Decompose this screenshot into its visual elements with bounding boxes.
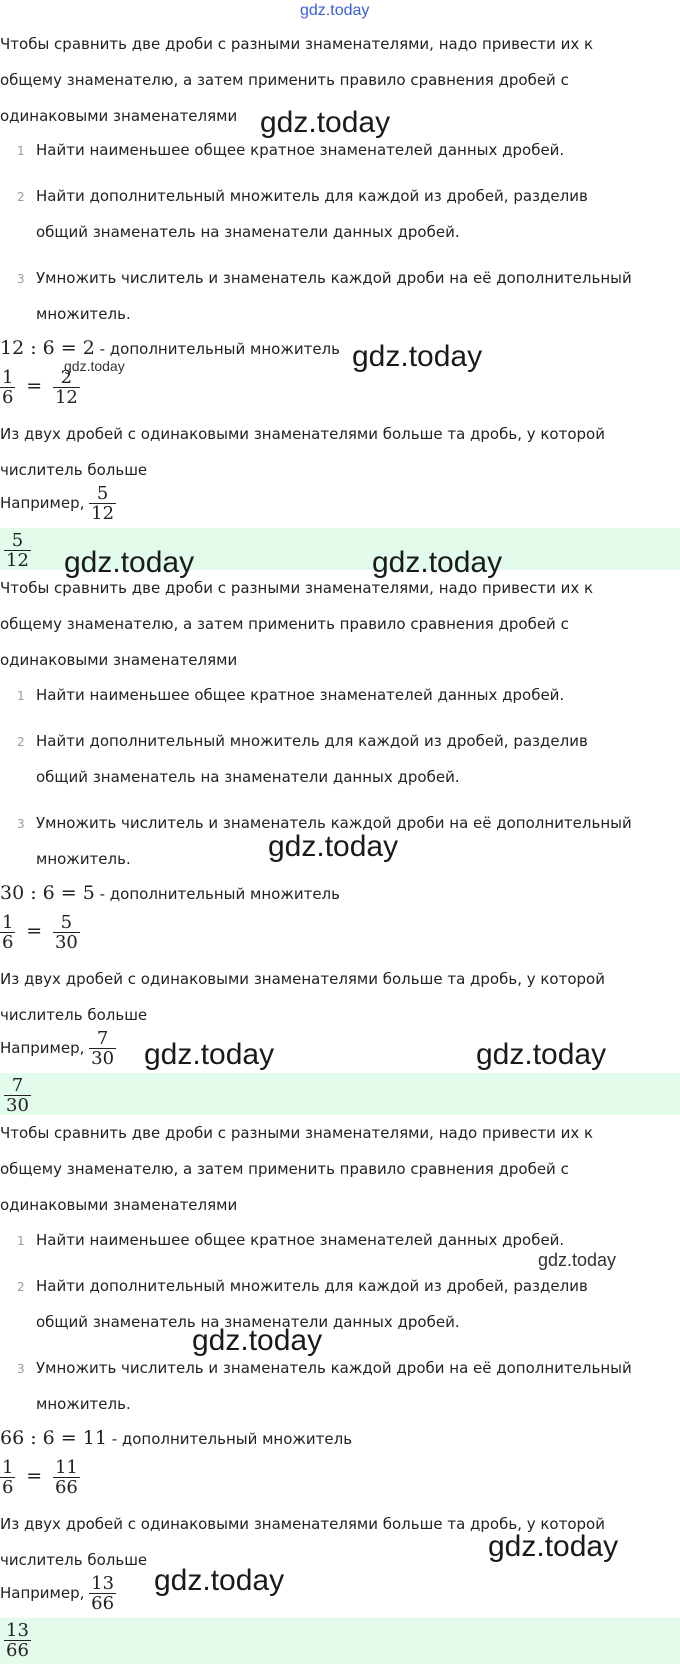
step-text: общий знаменатель на знаменатели данных дробей. [36,1313,460,1331]
watermark: gdz.today [154,1564,285,1597]
equals-sign: = [26,1465,43,1487]
factor-equation: 30 : 6 = 5 [0,882,95,904]
example-line [0,1574,116,1613]
step-number: 2 [17,190,25,204]
intro-line-1: Чтобы сравнить две дроби с разными знаменателями, надо привести их к [0,579,594,597]
factor-line [0,1427,352,1449]
answer-band [0,1073,680,1115]
step-text: Найти дополнительный множитель для каждой из дробей, разделив [36,1277,588,1295]
step-text: Найти дополнительный множитель для каждой из дробей, разделив [36,187,588,205]
fraction: $\frac{7}{30}$ [91,1028,115,1069]
intro-line-3: одинаковыми знаменателями [0,107,238,125]
factor-line [0,337,340,359]
step-text: Умножить числитель и знаменатель каждой дроби на её дополнительный [36,814,632,832]
intro-line-1: Чтобы сравнить две дроби с разными знаменателями, надо привести их к [0,35,594,53]
rule-line-2: числитель больше [0,1006,148,1024]
example-line [0,484,116,523]
watermark: gdz.today [538,1250,617,1270]
equivalent-fractions [0,1458,80,1502]
factor-text: - дополнительный множитель [94,340,340,358]
answer-fraction: $\frac{5}{12}$ [6,530,29,570]
step-number: 3 [17,817,25,831]
example-label: Например, [0,1039,90,1057]
rule-line-2: числитель больше [0,461,148,479]
step-number: 2 [17,735,25,749]
watermark: gdz.today [260,106,391,139]
intro-line-1: Чтобы сравнить две дроби с разными знаменателями, надо привести их к [0,1124,594,1142]
rule-line-1: Из двух дробей с одинаковыми знаменателями больше та дробь, у которой [0,425,605,443]
watermark: gdz.today [372,546,503,579]
example-line [0,1029,116,1068]
answer-fraction: $\frac{13}{66}$ [6,1620,29,1661]
step-text: общий знаменатель на знаменатели данных дробей. [36,223,460,241]
intro-line-2: общему знаменателю, а затем применить правило сравнения дробей с [0,615,569,633]
factor-equation: 66 : 6 = 11 [0,1427,107,1449]
step-text: общий знаменатель на знаменатели данных дробей. [36,768,460,786]
step-number: 1 [17,144,25,158]
factor-text: - дополнительный множитель [106,1430,353,1448]
fraction: $\frac{1}{6}$ [2,368,14,408]
watermark: gdz.today [476,1038,607,1071]
step-text: Найти наименьшее общее кратное знаменателей данных дробей. [36,141,565,159]
watermark-top: gdz.today [300,2,370,19]
step-text: Умножить числитель и знаменатель каждой дроби на её дополнительный [36,269,632,287]
fraction: $\frac{13}{66}$ [91,1573,115,1614]
watermark: gdz.today [64,546,195,579]
equivalent-fractions [0,368,80,412]
fraction: $\frac{1}{6}$ [2,1458,14,1498]
step-number: 1 [17,689,25,703]
fraction: $\frac{5}{30}$ [54,913,78,953]
step-text: множитель. [36,305,131,323]
watermark: gdz.today [488,1530,619,1563]
watermark: gdz.today [352,340,483,373]
step-number: 3 [17,272,25,286]
answer-fraction: $\frac{7}{30}$ [6,1075,29,1115]
example-label: Например, [0,1584,90,1602]
intro-line-2: общему знаменателю, а затем применить правило сравнения дробей с [0,71,569,89]
watermark: gdz.today [192,1324,323,1357]
step-number: 1 [17,1234,25,1248]
fraction: $\frac{11}{66}$ [54,1458,78,1498]
rule-line-2: числитель больше [0,1551,148,1569]
step-text: множитель. [36,1395,131,1413]
rule-line-1: Из двух дробей с одинаковыми знаменателями больше та дробь, у которой [0,970,605,988]
step-number: 2 [17,1280,25,1294]
step-text: Найти наименьшее общее кратное знаменателей данных дробей. [36,1231,565,1249]
step-text: Найти наименьшее общее кратное знаменателей данных дробей. [36,686,565,704]
step-text: множитель. [36,850,131,868]
fraction: $\frac{1}{6}$ [2,913,14,953]
watermark: gdz.today [268,830,399,863]
rule-line-1: Из двух дробей с одинаковыми знаменателями больше та дробь, у которой [0,1515,605,1533]
step-text: Умножить числитель и знаменатель каждой дроби на её дополнительный [36,1359,632,1377]
equals-sign: = [26,920,43,942]
answer-band [0,1618,680,1664]
watermark: gdz.today [144,1038,275,1071]
equals-sign: = [26,375,43,397]
intro-line-3: одинаковыми знаменателями [0,651,238,669]
equivalent-fractions [0,913,80,957]
step-text: Найти дополнительный множитель для каждой из дробей, разделив [36,732,588,750]
fraction: $\frac{5}{12}$ [91,483,115,524]
example-label: Например, [0,494,90,512]
watermark: gdz.today [64,358,125,374]
fraction: $\frac{2}{12}$ [54,368,78,408]
intro-line-2: общему знаменателю, а затем применить правило сравнения дробей с [0,1160,569,1178]
factor-equation: 12 : 6 = 2 [0,337,95,359]
step-number: 3 [17,1362,25,1376]
factor-line [0,882,340,904]
factor-text: - дополнительный множитель [94,885,340,903]
intro-line-3: одинаковыми знаменателями [0,1196,238,1214]
